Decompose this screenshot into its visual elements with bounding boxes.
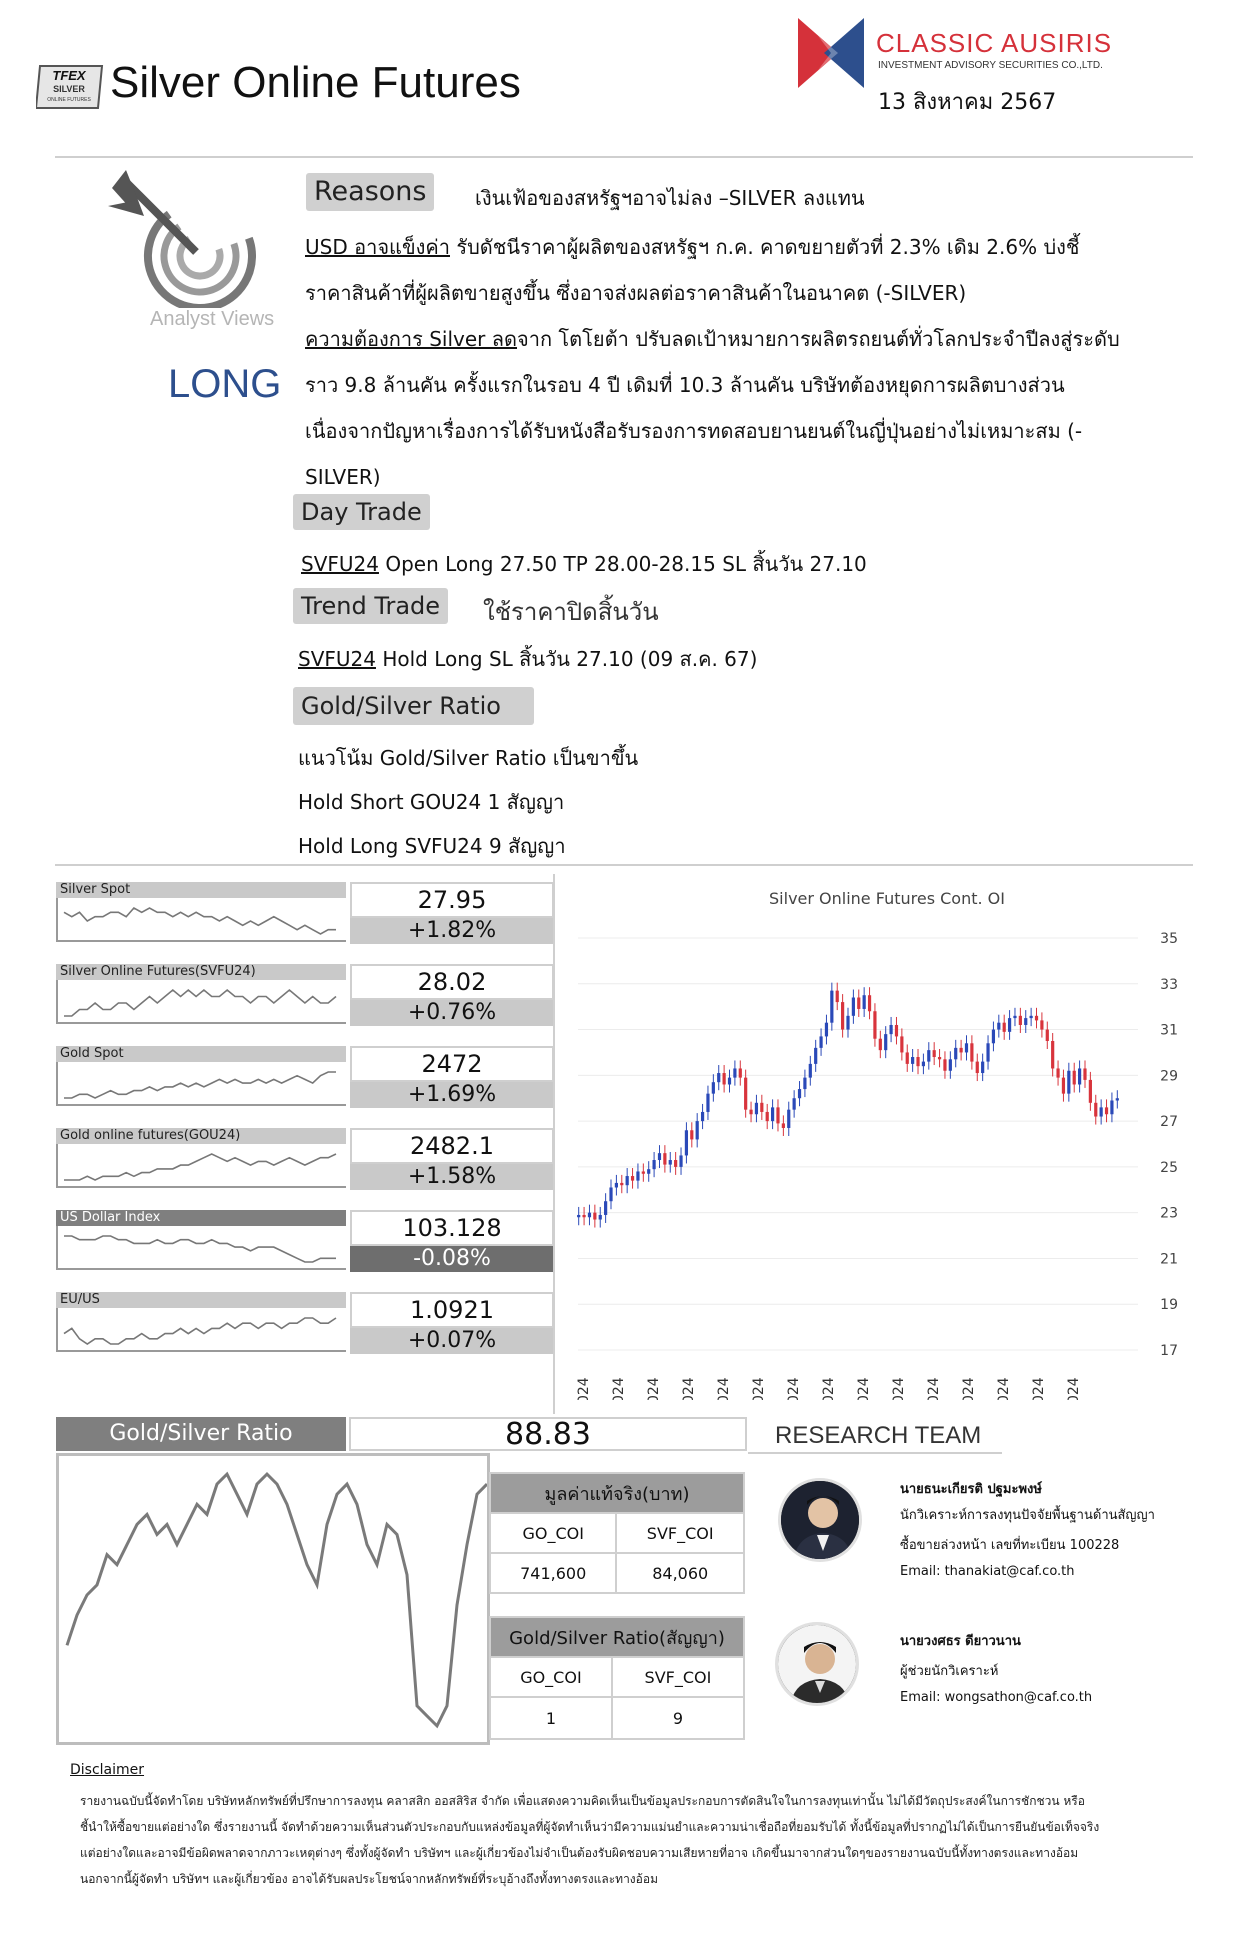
x-tick-label [821,1377,837,1400]
quote-sparkline [56,1226,346,1270]
sparkline-path [64,990,336,1016]
chart-title: Silver Online Futures Cont. OI [769,889,1005,908]
y-tick-label: 19 [1160,1297,1178,1314]
candle-body [593,1213,596,1220]
company-subtitle: INVESTMENT ADVISORY SECURITIES CO.,LTD. [878,60,1103,71]
reason-1-line-1 [305,224,1080,270]
candle-body [582,1215,585,1217]
candle-body [609,1187,612,1201]
x-tick-label [611,1377,627,1400]
candle-body [863,995,866,1009]
quote-label: Silver Spot [56,882,346,898]
x-tick-label [681,1377,697,1400]
analyst-views-label: Analyst Views [150,308,275,330]
quote-sparkline [56,980,346,1024]
candle-body [814,1048,817,1064]
candle-body [1067,1071,1070,1094]
candle-body [776,1107,779,1123]
candle-body [900,1036,903,1052]
candle-body [1024,1018,1027,1025]
trend-trade-tag: Trend Trade [293,588,448,624]
candle-body [895,1025,898,1036]
candle-body [620,1183,623,1185]
disclaimer-line-4: นอกจากนี้ผู้จัดทำ บริษัทฯ และผู้เกี่ยวข้อง อาจได้รับผลประโยชน์จากหลักทรัพย์ที่ระบุอ้างถึงทั้งทางตรงและทางอ้อม [80,1872,658,1886]
candle-body [1056,1068,1059,1077]
contract-ratio-header: Gold/Silver Ratio(สัญญา) [490,1617,744,1657]
sparkline-path [64,1154,336,1180]
candle-body [1105,1107,1108,1114]
sparkline-path [64,1072,336,1098]
candle-body [701,1112,704,1121]
candle-body [626,1176,629,1185]
sparkline-path [64,1318,336,1344]
analyst-1-avatar [778,1478,862,1562]
quote-price: 2482.1 [350,1128,554,1164]
tfex-silver-logo [36,64,106,110]
candle-body [674,1160,677,1167]
analyst-1-email: Email: thanakiat@caf.co.th [900,1564,1075,1579]
quote-change: +1.58% [350,1164,554,1190]
quote-price: 1.0921 [350,1292,554,1328]
disclaimer-line-3: แต่อย่างใดและอาจมีข้อผิดพลาดจากภาวะเหตุต่างๆ ซึ่งทั้งผู้จัดทำ บริษัทฯ และผู้เกี่ยวข้องไม่จำเป็นต้องรับผิดชอบความเสียหายที่อาจ เกิดขึ้นมาจากส่วนใดๆของรายงานฉบับนี้ทั้งทางตรงและทางอ้อม [80,1846,1079,1860]
candle-body [631,1176,634,1181]
analyst-1-name: นายธนะเกียรติ ปฐมะพงษ์ [900,1482,1042,1497]
candle-body [986,1043,989,1061]
analyst-2-email: Email: wongsathon@caf.co.th [900,1690,1093,1705]
x-tick-label [576,1377,592,1400]
page-title: Silver Online Futures [110,58,521,107]
ratio-chart [56,1453,490,1745]
x-tick-label [926,1377,942,1400]
quote-sparkline [56,898,346,942]
reasons-headline: เงินเฟ้อของสหรัฐฯอาจไม่ลง –SILVER ลงแทน [475,186,865,210]
research-team-title: RESEARCH TEAM [775,1422,982,1449]
candle-body [706,1094,709,1112]
trend-trade-text: Hold Long SL สิ้นวัน 27.10 (09 ส.ค. 67) [375,647,758,671]
candle-body [690,1130,693,1139]
day-trade-tag: Day Trade [293,494,430,530]
candle-body [1073,1071,1076,1085]
candle-body [1030,1016,1033,1018]
y-tick-label: 33 [1160,976,1178,993]
quote-price: 103.128 [350,1210,554,1246]
candle-body [733,1068,736,1077]
candle-body [669,1160,672,1165]
quote-panel [56,964,554,1034]
candle-body [636,1171,639,1180]
candle-body [911,1057,914,1064]
candle-body [766,1112,769,1121]
x-tick-label [646,1377,662,1400]
reason-2-rest: จาก โตโยต้า ปรับลดเป้าหมายการผลิตรถยนต์ทั่วโลกประจำปีลงสู่ระดับ [517,327,1120,351]
quote-change: +0.76% [350,1000,554,1026]
day-trade-line [301,548,867,580]
day-trade-symbol: SVFU24 [301,552,379,576]
sparkline-path [64,1236,336,1262]
ratio-header: Gold/Silver Ratio [56,1417,346,1451]
fair-value-header: มูลค่าแท้จริง(บาท) [490,1473,744,1513]
reason-2-line-4: SILVER) [305,465,381,489]
y-tick-label: 29 [1160,1068,1178,1085]
y-tick-label: 35 [1160,931,1178,947]
quote-label: Silver Online Futures(SVFU24) [56,964,346,980]
candle-body [949,1059,952,1070]
candle-body [755,1103,758,1114]
candle-body [1046,1030,1049,1041]
candle-body [933,1050,936,1057]
quotes-divider [553,874,555,1414]
candle-body [1083,1068,1086,1079]
candle-body [749,1110,752,1115]
gs-ratio-line-2: Hold Short GOU24 1 สัญญา [298,790,565,814]
x-tick-label [961,1377,977,1400]
candle-body [1035,1016,1038,1021]
ratio-value: 88.83 [349,1417,747,1451]
x-tick-label [856,1377,872,1400]
reason-1-lead: USD อาจแข็งค่า [305,235,450,259]
trend-trade-note: ใช้ราคาปิดสิ้นวัน [483,598,659,626]
contract-ratio-col-go: GO_COI [490,1657,612,1697]
candle-body [970,1043,973,1061]
candle-body [1100,1107,1103,1116]
candle-body [658,1153,661,1160]
y-tick-label: 27 [1160,1114,1178,1131]
svg-text:SILVER: SILVER [53,84,85,94]
classic-ausiris-logo [798,18,864,88]
candle-body [992,1030,995,1044]
x-tick-label [1066,1377,1082,1400]
quote-label: Gold Spot [56,1046,346,1062]
contract-ratio-go: 1 [490,1697,612,1739]
x-tick-label [891,1377,907,1400]
quote-price: 27.95 [350,882,554,918]
y-tick-label: 23 [1160,1205,1178,1222]
candle-body [922,1062,925,1067]
candle-body [771,1107,774,1121]
analyst-2-avatar [775,1622,859,1706]
candle-body [954,1048,957,1059]
candle-body [943,1059,946,1070]
quote-change: +1.69% [350,1082,554,1108]
trend-trade-symbol: SVFU24 [298,647,376,671]
quote-price: 2472 [350,1046,554,1082]
quote-sparkline [56,1144,346,1188]
gs-ratio-line-1: แนวโน้ม Gold/Silver Ratio เป็นขาขึ้น [298,746,639,770]
candle-body [873,1011,876,1038]
candle-body [857,998,860,1009]
candle-body [1110,1101,1113,1115]
candle-body [679,1155,682,1166]
candle-body [852,998,855,1016]
quote-sparkline [56,1062,346,1106]
reason-1-rest: รับดัชนีราคาผู้ผลิตของสหรัฐฯ ก.ค. คาดขยายตัวที่ 2.3% เดิม 2.6% บ่งชี้ [450,235,1080,259]
reasons-tag: Reasons [306,173,434,211]
quote-label: EU/US [56,1292,346,1308]
quote-label: US Dollar Index [56,1210,346,1226]
candle-body [1078,1068,1081,1084]
candle-body [723,1073,726,1084]
svg-text:TFEX: TFEX [52,68,86,83]
candle-body [1062,1078,1065,1094]
quote-panel [56,1210,554,1280]
candle-body [830,991,833,1023]
candle-body [938,1057,941,1059]
candle-body [809,1064,812,1078]
candle-body [739,1068,742,1077]
x-tick-label [716,1377,732,1400]
candle-body [906,1052,909,1063]
candle-body [819,1036,822,1047]
disclaimer-line-1: รายงานฉบับนี้จัดทำโดย บริษัทหลักทรัพย์ที่ปรึกษาการลงทุน คลาสสิก ออสสิริส จำกัด เพื่อแสดงความคิดเห็นเป็นข้อมูลประกอบการตัดสินใจในการลงทุนเท่านั้น ไม่ได้มีวัตถุประสงค์ในการชักชวน หรือ [80,1794,1085,1808]
ratio-line [67,1474,487,1726]
candle-body [965,1043,968,1052]
analyst-2-role: ผู้ช่วยนักวิเคราะห์ [900,1664,999,1679]
y-tick-label: 25 [1160,1159,1178,1176]
candle-body [916,1057,919,1066]
candle-body [652,1160,655,1169]
quote-panel [56,1046,554,1116]
candle-body [663,1153,666,1164]
header-divider [55,156,1193,158]
candle-body [787,1110,790,1128]
reason-1-line-2: ราคาสินค้าที่ผู้ผลิตขายสูงขึ้น ซึ่งอาจส่งผลต่อราคาสินค้าในอนาคต (-SILVER) [305,281,967,305]
report-date: 13 สิงหาคม 2567 [878,90,1057,115]
disclaimer-title: Disclaimer [70,1762,145,1778]
candle-body [1019,1016,1022,1025]
candle-body [803,1078,806,1089]
research-team-divider [748,1452,1002,1454]
company-name: CLASSIC AUSIRIS [876,28,1113,58]
reason-2-line-2: ราว 9.8 ล้านคัน ครั้งแรกในรอบ 4 ปี เดิมที่ 10.3 ล้านคัน บริษัทต้องหยุดการผลิตบางส่วน [305,373,1065,397]
candle-body [1116,1098,1119,1100]
candle-body [615,1183,618,1188]
quote-label: Gold online futures(GOU24) [56,1128,346,1144]
candle-body [976,1062,979,1073]
candle-body [841,1002,844,1029]
candle-body [1089,1080,1092,1103]
candle-body [1040,1020,1043,1029]
y-tick-label: 31 [1160,1022,1178,1039]
fair-value-col-go: GO_COI [490,1513,616,1553]
quote-sparkline [56,1308,346,1352]
candle-body [1008,1018,1011,1032]
candle-body [884,1034,887,1050]
candle-body [696,1121,699,1139]
candle-body [997,1023,1000,1030]
candle-body [927,1050,930,1061]
candle-body [760,1103,763,1112]
analyst-1-role: นักวิเคราะห์การลงทุนปัจจัยพื้นฐานด้านสัญญา [900,1508,1155,1523]
candle-body [717,1073,720,1082]
contract-ratio-table [489,1616,745,1740]
svg-text:ONLINE FUTURES: ONLINE FUTURES [47,97,91,103]
reason-2-lead: ความต้องการ Silver ลด [305,327,518,351]
candle-body [782,1123,785,1128]
candle-body [1003,1023,1006,1032]
x-tick-label [1031,1377,1047,1400]
oi-chart [560,880,1210,1400]
quote-change: -0.08% [350,1246,554,1272]
oi-chart-svg [560,880,1210,1400]
candle-body [588,1213,591,1218]
candle-body [1013,1016,1016,1018]
gs-ratio-line-3: Hold Long SVFU24 9 สัญญา [298,834,566,858]
reason-2-line-1 [305,316,1120,362]
analyst-2-name: นายวงศธร ดียาวนาน [900,1634,1021,1649]
candle-body [879,1039,882,1050]
candle-body [647,1169,650,1174]
fair-value-col-svf: SVF_COI [616,1513,744,1553]
candle-body [1051,1041,1054,1068]
candle-body [846,1016,849,1030]
candle-body [889,1025,892,1034]
trend-trade-line [298,643,757,675]
candle-body [642,1171,645,1173]
candle-body [744,1078,747,1110]
analyst-1-role2: ซื้อขายล่วงหน้า เลขที่ทะเบียน 100228 [900,1538,1120,1553]
fair-value-table [489,1472,745,1594]
quote-panel [56,882,554,952]
view-direction: LONG [168,362,282,406]
y-tick-label: 17 [1160,1343,1178,1359]
target-dart-icon [108,168,268,308]
disclaimer-line-2: ชี้นำให้ซื้อขายแต่อย่างใด ซึ่งรายงานนี้ จัดทำด้วยความเห็นส่วนตัวประกอบกับแหล่งข้อมูลที่ผู้จัดทำเห็นว่ามีความแม่นยำและความน่าเชื่อถือที่ยอมรับได้ ทั้งนี้ข้อมูลที่ปรากฏไม่ได้เป็นการยืนยันข้อเท็จจริง [80,1820,1100,1834]
candle-body [960,1048,963,1053]
candle-body [836,991,839,1002]
candle-body [793,1098,796,1109]
candle-body [604,1201,607,1215]
candle-body [577,1215,580,1217]
gs-ratio-tag: Gold/Silver Ratio [293,687,534,725]
candle-body [599,1215,602,1220]
candle-body [712,1082,715,1093]
x-tick-label [751,1377,767,1400]
quote-panel [56,1292,554,1362]
contract-ratio-svf: 9 [612,1697,744,1739]
fair-value-go: 741,600 [490,1553,616,1593]
section-divider [55,864,1193,866]
quote-change: +0.07% [350,1328,554,1354]
candle-body [868,995,871,1011]
x-tick-label [786,1377,802,1400]
day-trade-text: Open Long 27.50 TP 28.00-28.15 SL สิ้นวัน 27.10 [378,552,867,576]
candle-body [1094,1103,1097,1117]
quote-price: 28.02 [350,964,554,1000]
contract-ratio-col-svf: SVF_COI [612,1657,744,1697]
candle-body [798,1089,801,1098]
x-tick-label [996,1377,1012,1400]
candle-body [825,1023,828,1037]
candle-body [981,1062,984,1073]
fair-value-svf: 84,060 [616,1553,744,1593]
quote-panel [56,1128,554,1198]
sparkline-path [64,908,336,934]
candle-body [685,1130,688,1155]
y-tick-label: 21 [1160,1251,1178,1268]
reason-2-line-3: เนื่องจากปัญหาเรื่องการได้รับหนังสือรับรองการทดสอบยานยนต์ในญี่ปุ่นอย่างไม่เหมาะสม (- [305,419,1083,443]
candle-body [728,1078,731,1085]
quote-change: +1.82% [350,918,554,944]
